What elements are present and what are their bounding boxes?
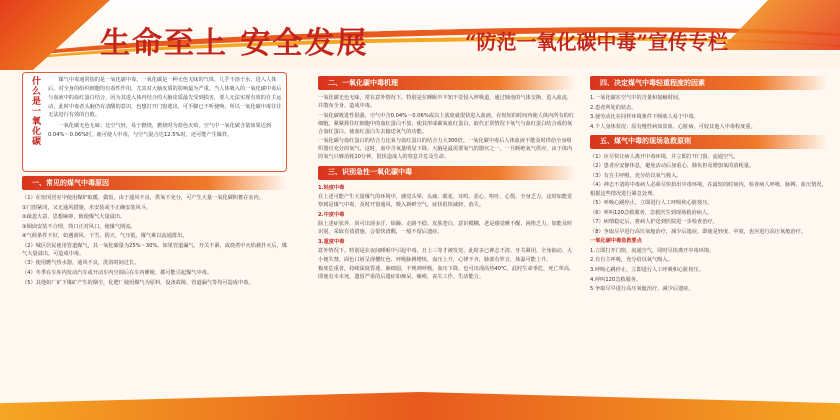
subheading-severe: 3.重度中毒	[318, 238, 345, 245]
text-line: 3.使劳动比在同样环境条件下吸收人易于中毒。	[590, 114, 699, 121]
section-body-causes	[22, 194, 287, 287]
text-line: （2）城区居民使用管道煤气，其一氧化碳量为25%～30%。如果管道漏气、开关不紧，或烧煮中火焰被扑灭后，煤气大量溢出，可造成中毒。	[22, 242, 287, 257]
column-left	[22, 72, 287, 390]
text-line: 在上述可能产生大量煤气的环境中，感觉头晕、头痛、眼花、耳鸣、恶心、呕吐、心慌、全身乏力，这时如能觉察到是煤气中毒，及时开窗通风，吸入新鲜空气，症状很快减轻、消失。	[318, 194, 573, 209]
section-heading-identify: 三、识别急性一氧化碳中毒	[318, 166, 576, 180]
text-line: 4.呼叫120急救服务。	[590, 276, 642, 283]
text-line: （1）在密闭居室中使用煤炉取暖、做饭，由于通风不良，供氧不充分，可产生大量一氧化碳积蓄在室内。	[22, 195, 264, 201]
intro-paragraph: 煤气中毒通常指的是一氧化碳中毒。一氧化碳是一种无色无味的气体，几乎不溶于水，进入人体后，对全身的组织细胞均有毒性作用，尤其对大脑皮质的影响最为严重。当人体吸入的一氧化碳中毒后与血液中的血红蛋白结合，因为其进入体内结合的大脑皮质最先受到损害，要人无法实现有效的自主运动，此时中毒者头脑仍有清醒的意识，也想打开门窗逃出，可手脚已不听使唤，所以一氧化碳中毒往往无法进行有效的自救。	[48, 77, 282, 119]
text-line: （8）争取尽早进行高压氧舱治疗，减少后遗症，即使是轻度、中度，也应进行高压氧舱治疗。	[590, 228, 806, 235]
text-line: 极度危重者，持续深度昏迷，脉细弱，不规则呼吸，血压下降，也可出现高热40℃，此时生命垂危，死亡率高，即使有幸未死，遗留严重的后遗症如痴呆、瘫痪，丧失工作、生活能力。	[318, 266, 575, 281]
text-line: （6）呼叫120急救服务，急救医生到现场救治病人。	[590, 209, 713, 216]
section-heading-mechanism: 二、一氧化碳中毒机理	[318, 76, 576, 90]
intro-label: 什么是一氧化碳	[30, 76, 40, 146]
text-line: （3）使用燃气热水器，通风不良，洗浴时间过长。	[22, 260, 140, 267]
subheading-mild: 1.轻度中毒	[318, 184, 345, 191]
text-line: ①门窗紧闭，又无通风措施，未安装或不正确安装风斗。	[22, 204, 152, 211]
text-line: ②疏忽大意，思想麻痹，致使煤气大量溢出。	[22, 214, 126, 221]
text-line: 除上述症状外，尚可出现多汗、烦躁、走路不稳、皮肤苍白、意识模糊，老是感觉睡不醒、困倦乏力，如能及时识别，采取有效措施，会很快清醒，一般不留后遗症。	[318, 221, 573, 236]
text-line: 2.有自主呼吸，充分给以氧气吸入。	[590, 257, 673, 264]
column-middle	[318, 72, 576, 390]
column-right	[590, 72, 828, 390]
text-line: 1.一氧化碳在空气中的含量和接触时间。	[590, 95, 684, 101]
section-body-identify	[318, 184, 576, 282]
text-line: 一氧化碳无色无味，常在意外情况下，特别是在睡眠中不知不觉侵入呼吸道，通过肺泡的气体交换，进入血流，并散布全身，造成中毒。	[318, 95, 573, 110]
intro-text	[44, 76, 283, 168]
text-line: （1）应尽快让病人离开中毒环境，并立即打开门窗，流通空气。	[590, 153, 739, 160]
section-body-factors	[590, 94, 828, 131]
text-line: （7）病情稳定后，将病人护送到医院进一步检查治疗。	[590, 219, 718, 226]
text-line: （4）冬季在车库内发动汽车或开动车内空调后在车内睡眠，都可能引起煤气中毒。	[22, 270, 213, 276]
text-line: （4）神志不清的中毒病人必须尽快抬出中毒环境，在最短的时间内，检查病人呼吸、脉搏、血压情况，根据这些情况进行紧急处理。	[590, 182, 827, 197]
text-line: 意外情况下，特别是在夜间睡眠中引起中毒，且上三等才被发觉，此时多已神志不清、牙关紧闭、全身抽动、大小便失禁、面色口唇呈现樱红色、呼吸脉搏增快，血压上升，心律不齐，肺部有罗音，体温可能上升。	[318, 248, 573, 263]
main-title: 生命至上 安全发展	[100, 26, 369, 61]
text-line: 3.呼吸心跳停止，立即进行人工呼吸和心脏按压。	[590, 267, 704, 273]
text-line: （3）有自主呼吸，充分给以氧气吸入。	[590, 172, 682, 179]
text-line: 一氧化碳与血红蛋白的结合力比氧与血红蛋白的结合力大300倍。一氧化碳中毒后人体血液不能及时供给全身组织器官充分的氧气，这时，血中含氧量明显下降。大脑是最需要氧气的器官之一，一旦断绝氧气供应，由于体内的氧气只够消耗10分钟，很快造成人的窒息并危及生命。	[318, 138, 573, 161]
text-line: （5）其他如厂矿下煤矿产生的烟尘，化肥厂使用煤气为原料，设备故障，管道漏气等均可造成中毒。	[22, 279, 254, 286]
text-line: 5.争取尽早进行高压氧舱治疗，减少后遗症。	[590, 286, 694, 293]
intro-paragraph: 一氧化碳无色无味；比空气轻，易于燃烧，燃烧时为蓝色火焰。空气中一氧化碳含量如果达到0.04%～0.06%时，就可使人中毒，与空气混合达12.5%时，还可能产生爆炸。	[48, 123, 272, 139]
text-line: （5）呼吸心跳停止，立即进行人工呼吸和心脏按压。	[590, 200, 713, 207]
text-line: 4.个人身体状况：原有慢性病如贫血、心脏病，可较其他人中毒程度重。	[590, 123, 756, 130]
text-line: （2）患者应安静休息，避免活动后加重心、肺负担及增加氧的消耗量。	[590, 163, 755, 170]
section-body-mechanism	[318, 94, 576, 162]
text-line: ③烟囱安装不合理，筒口正对风口，使煤气倒流。	[22, 223, 136, 230]
text-line: ④气候条件不好，如遇刮风、下雪、阴天、气压低，煤气难以流通排出。	[22, 233, 188, 240]
text-line: 一氧化碳吸进性很强，空气中含0.04%～0.06%或以上浓度就很快进入血液，在短短的时间内使人体内所有的红细胞，紧紧抓住红细胞中的血红蛋白不放，使其形成碳氧血红蛋白，取代正常情况下氧气与血红蛋白结合成的氧合血红蛋白，使血红蛋白失去输送氧气的功能。	[318, 112, 575, 135]
text-line: 2.患者所处的状态。	[590, 104, 637, 111]
intro-box	[22, 72, 287, 172]
section-heading-factors: 四、决定煤气中毒轻重程度的因素	[590, 76, 828, 90]
sub-title: “防范一氧化碳中毒”宣传专栏	[465, 30, 729, 54]
subheading-moderate: 2.中度中毒	[318, 211, 345, 218]
footer-band	[0, 392, 840, 420]
section-heading-first-aid: 五、煤气中毒的现场急救原则	[590, 135, 828, 149]
subheading-key-points: 一氧化碳中毒急救要点	[590, 238, 642, 245]
section-body-first-aid	[590, 153, 828, 293]
section-heading-causes: 一、常见的煤气中毒原因	[22, 176, 287, 190]
text-line: 1.立即打开门窗，流通空气，同时尽快离开中毒环境。	[590, 247, 715, 254]
